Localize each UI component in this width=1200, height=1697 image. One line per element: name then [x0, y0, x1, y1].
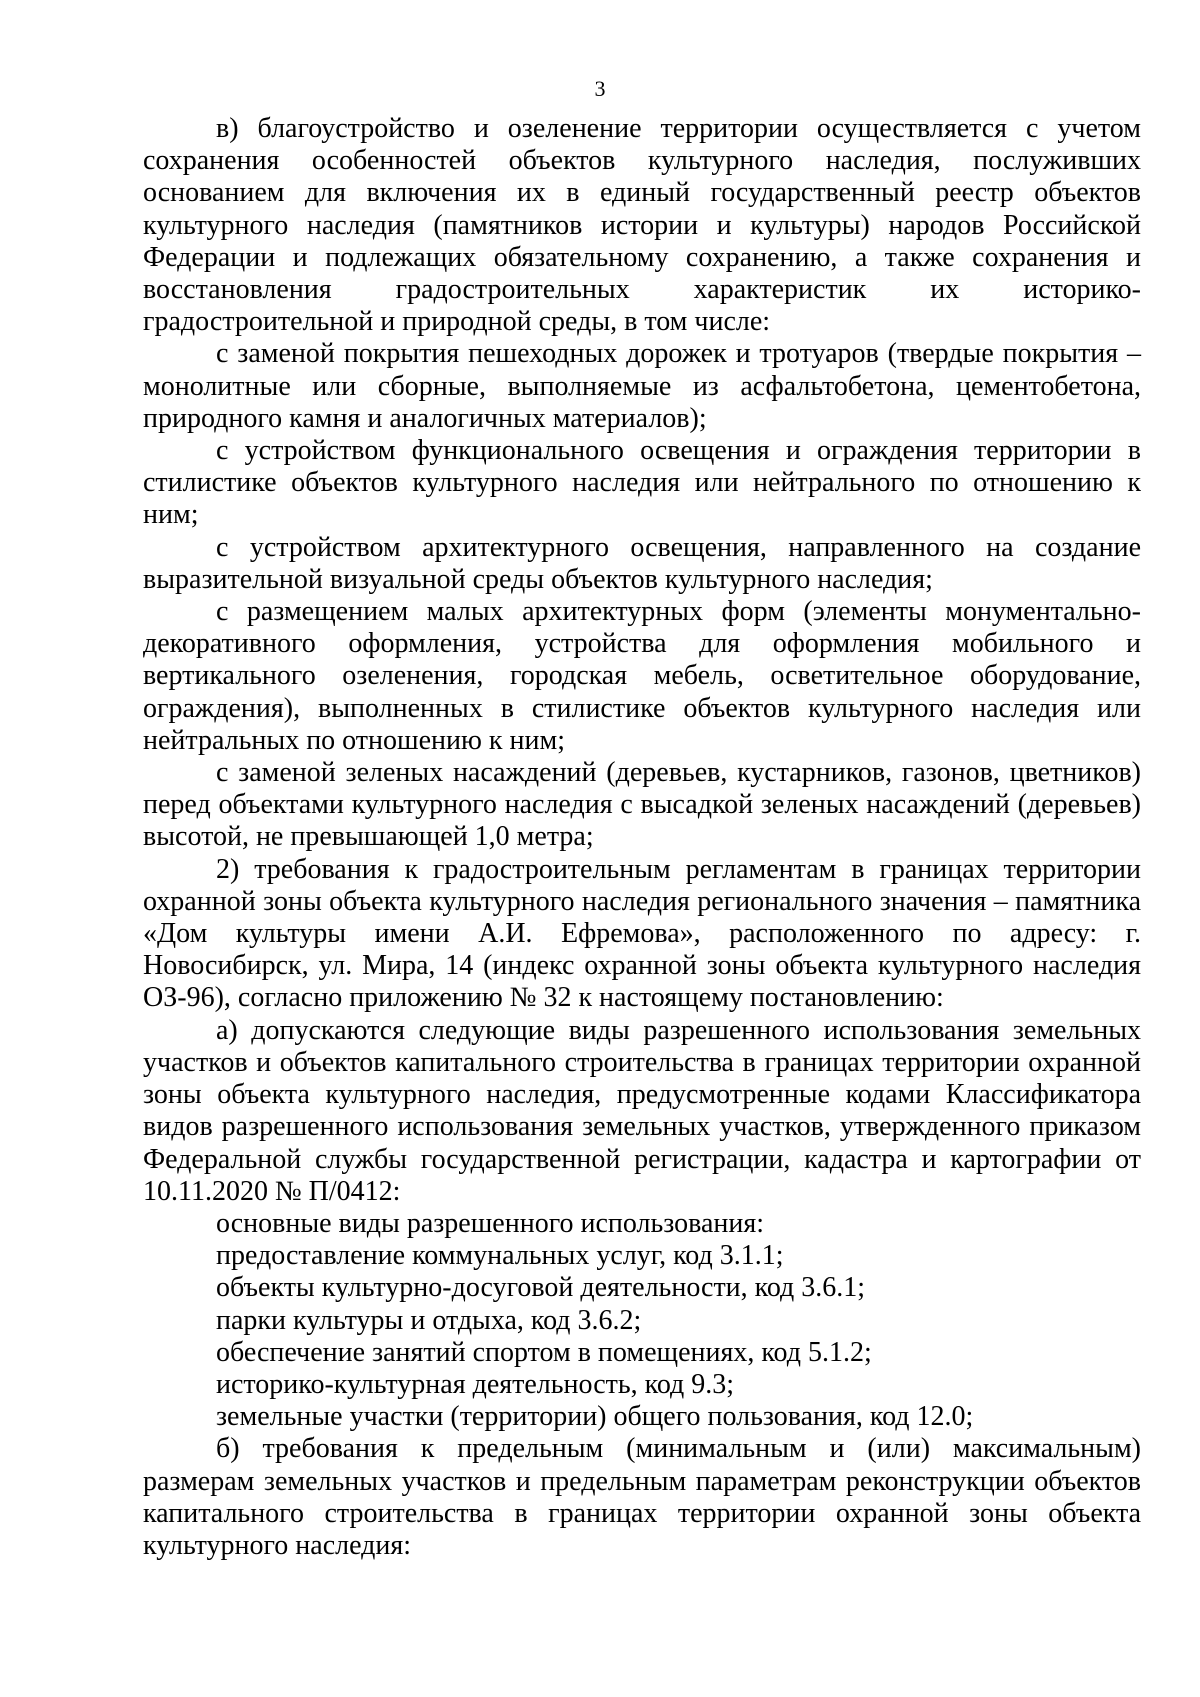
list-item-use: земельные участки (территории) общего пользования, код 12.0; — [216, 1401, 974, 1433]
list-item-use: историко-культурная деятельность, код 9.3; — [216, 1368, 735, 1400]
page-number: 3 — [594, 76, 606, 101]
paragraph-green-plantings: с заменой зеленых насаждений (деревьев, кустарников, газонов, цветников) перед объектами культурного наследия с высадкой зеленых насаждений (деревьев) высотой, не превышающей 1,0 метра; — [143, 757, 1141, 853]
paragraph-size-requirements: б) требования к предельным (минимальным и (или) максимальным) размерам земельных участков и предельным параметрам реконструкции объектов капитального строительства в границах территории охранной зоны объекта культурного наследия: — [143, 1433, 1141, 1561]
list-item-use: обеспечение занятий спортом в помещениях, код 5.1.2; — [216, 1336, 872, 1368]
list-item-use: предоставление коммунальных услуг, код 3.1.1; — [216, 1240, 784, 1272]
list-heading-main-uses: основные виды разрешенного использования: — [216, 1207, 765, 1239]
paragraph-architectural-lighting: с устройством архитектурного освещения, направленного на создание выразительной визуальной среды объектов культурного наследия; — [143, 531, 1141, 595]
paragraph-functional-lighting: с устройством функционального освещения и ограждения территории в стилистике объектов культурного наследия или нейтрального по отношению к ним; — [143, 435, 1141, 531]
list-item-use: объекты культурно-досуговой деятельности, код 3.6.1; — [216, 1272, 866, 1304]
paragraph-requirements-2: 2) требования к градостроительным регламентам в границах территории охранной зоны объекта культурного наследия регионального значения – памятника «Дом культуры имени А.И. Ефремова», расположенного по адресу: г. Новосибирск, ул. Мира, 14 (индекс охранной зоны объекта культурного наследия ОЗ-96), согласно приложению № 32 к настоящему постановлению: — [143, 853, 1141, 1014]
paragraph-landscaping: в) благоустройство и озеленение территории осуществляется с учетом сохранения особенностей объектов культурного наследия, послуживших основанием для включения их в единый государственный реестр объектов культурного наследия (памятников истории и культуры) народов Российской Федерации и подлежащих обязательному сохранению, а также сохранения и восстановления градостроительных характеристик их историко-градостроительной и природной среды, в том числе: — [143, 113, 1141, 338]
paragraph-small-forms: с размещением малых архитектурных форм (элементы монументально-декоративного оформления, устройства для оформления мобильного и вертикального озеленения, городская мебель, осветительное оборудование, ограждения), выполненных в стилистике объектов культурного наследия или нейтральных по отношению к ним; — [143, 596, 1141, 756]
paragraph-permitted-uses: а) допускаются следующие виды разрешенного использования земельных участков и объектов капитального строительства в границах территории охранной зоны объекта культурного наследия, предусмотренные кодами Классификатора видов разрешенного использования земельных участков, утвержденного приказом Федеральной службы государственной регистрации, кадастра и картографии от 10.11.2020 № П/0412: — [143, 1014, 1141, 1207]
list-item-use: парки культуры и отдыха, код 3.6.2; — [216, 1304, 642, 1336]
paragraph-paving: с заменой покрытия пешеходных дорожек и тротуаров (твердые покрытия – монолитные или сборные, выполняемые из асфальтобетона, цементобетона, природного камня и аналогичных материалов); — [143, 338, 1141, 434]
document-body — [143, 113, 1141, 1562]
